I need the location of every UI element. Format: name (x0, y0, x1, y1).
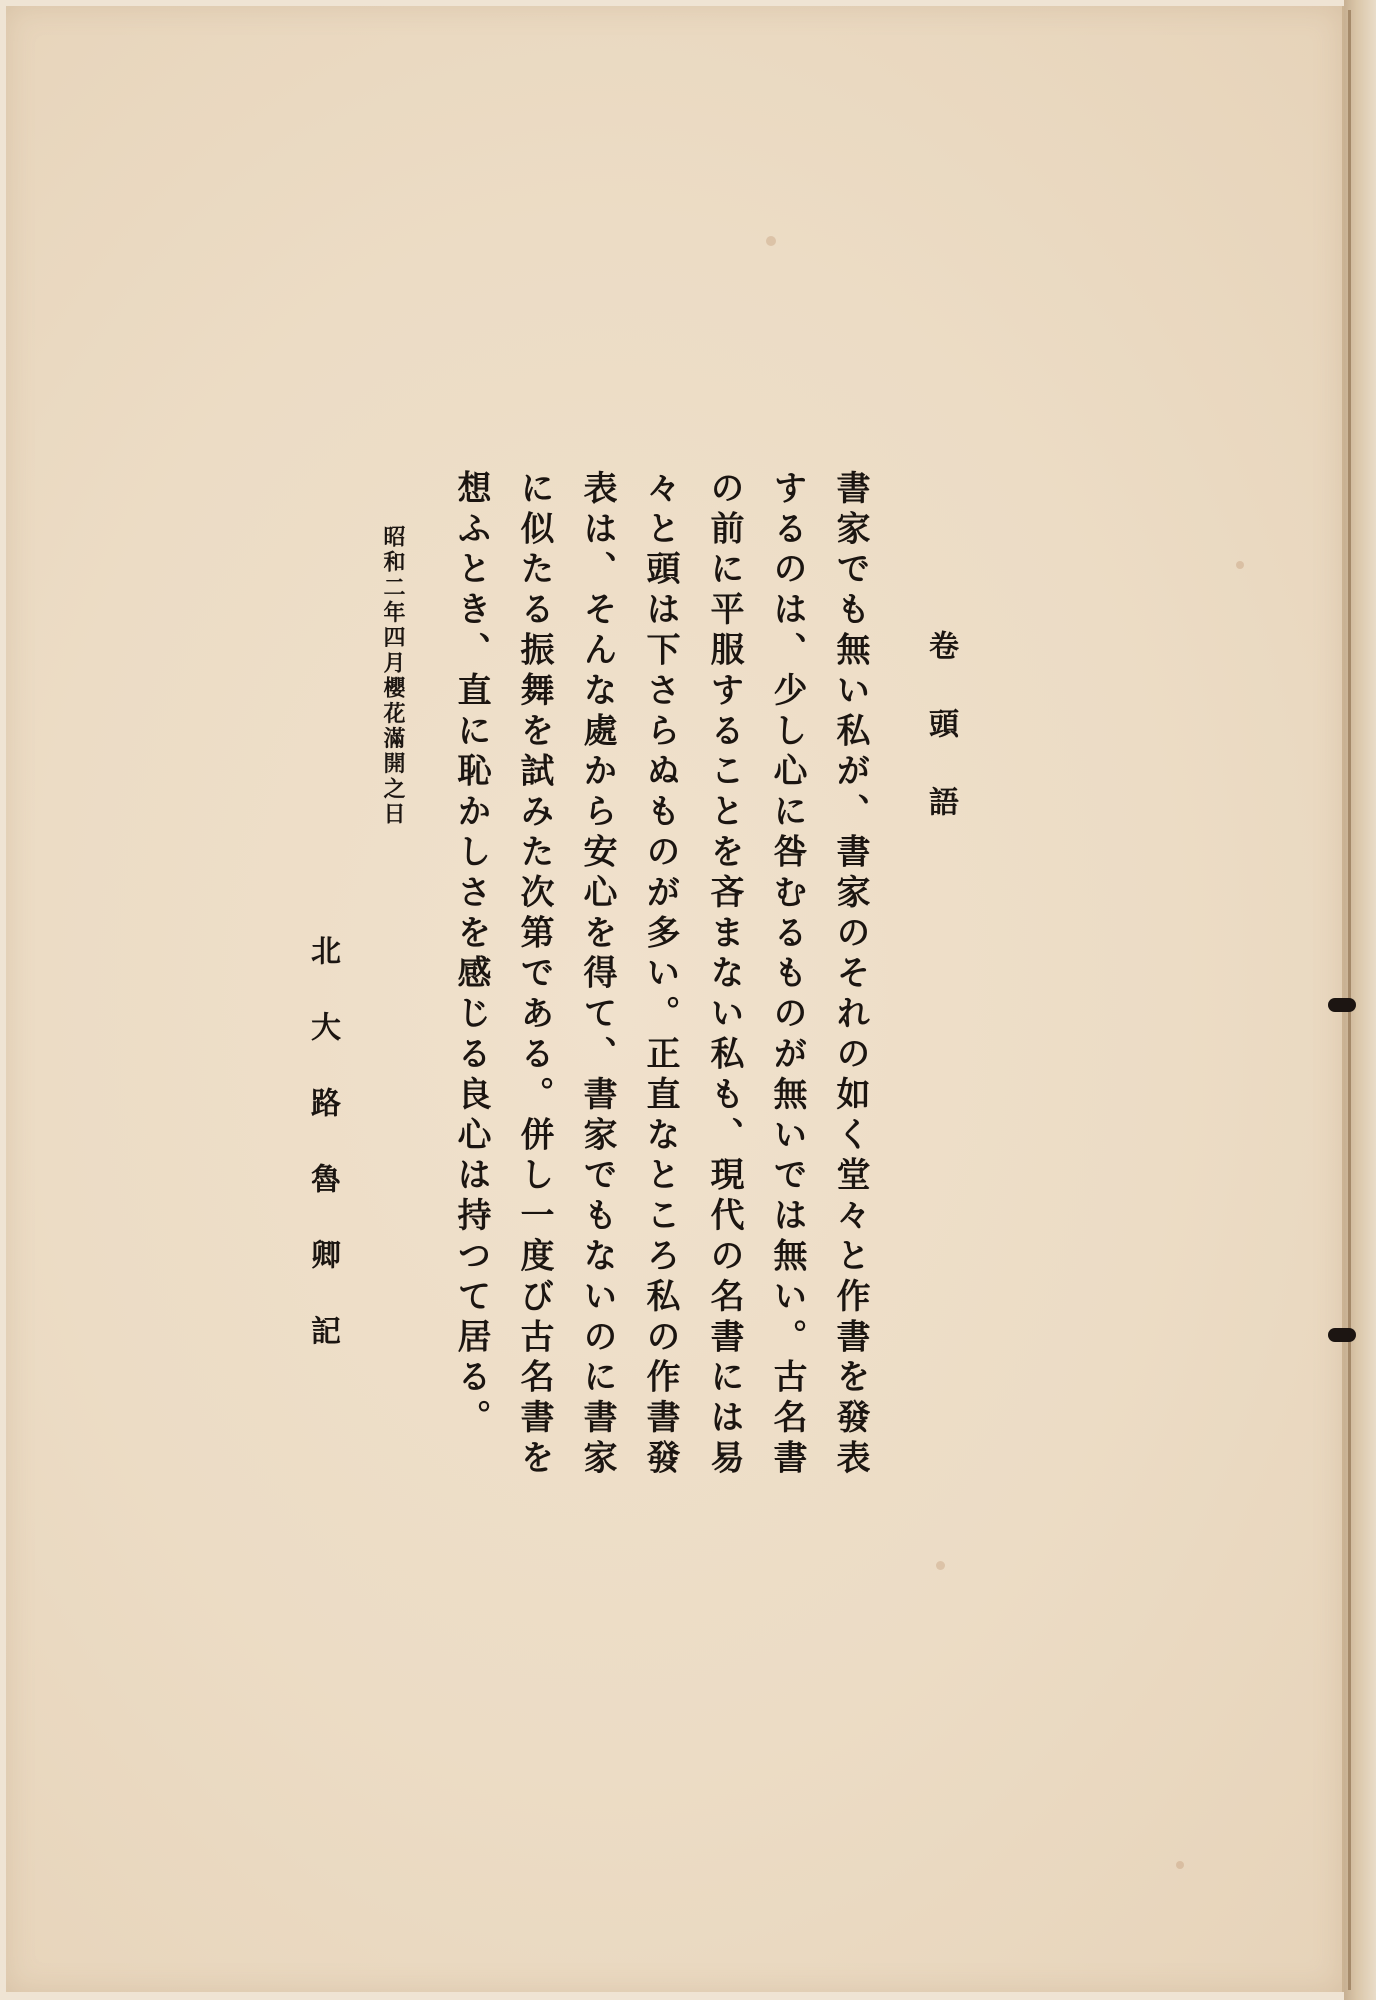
paper-stain (1236, 561, 1244, 569)
body-text-line: 表は、そんな處から安心を得て、書家でもないのに書家 (577, 470, 617, 1480)
body-text-line: の前に平服することを吝まない私も、現代の名書には易 (704, 470, 744, 1480)
section-title: 卷頭語 (923, 630, 958, 864)
paper-stain (766, 236, 776, 246)
paper-stain (936, 1561, 945, 1570)
body-text-line: するのは、少し心に咎むるものが無いでは無い。古名書 (767, 470, 807, 1480)
body-text-line: に似たる振舞を試みた次第である。併し一度び古名書を (514, 470, 554, 1480)
binding-thread-bottom (1328, 1328, 1356, 1342)
body-text-line: 々と頭は下さらぬものが多い。正直なところ私の作書發 (640, 470, 680, 1480)
body-text-line: 想ふとき、直に恥かしさを感じる良心は持つて居る。 (451, 470, 491, 1440)
author-signature: 北大路魯卿記 (305, 935, 340, 1391)
date-line: 昭和二年四月櫻花滿開之日 (380, 525, 406, 828)
body-text-line: 書家でも無い私が、書家のそれの如く堂々と作書を發表 (830, 470, 870, 1480)
paper-stain (1176, 1861, 1184, 1869)
binding-thread-top (1328, 998, 1356, 1012)
